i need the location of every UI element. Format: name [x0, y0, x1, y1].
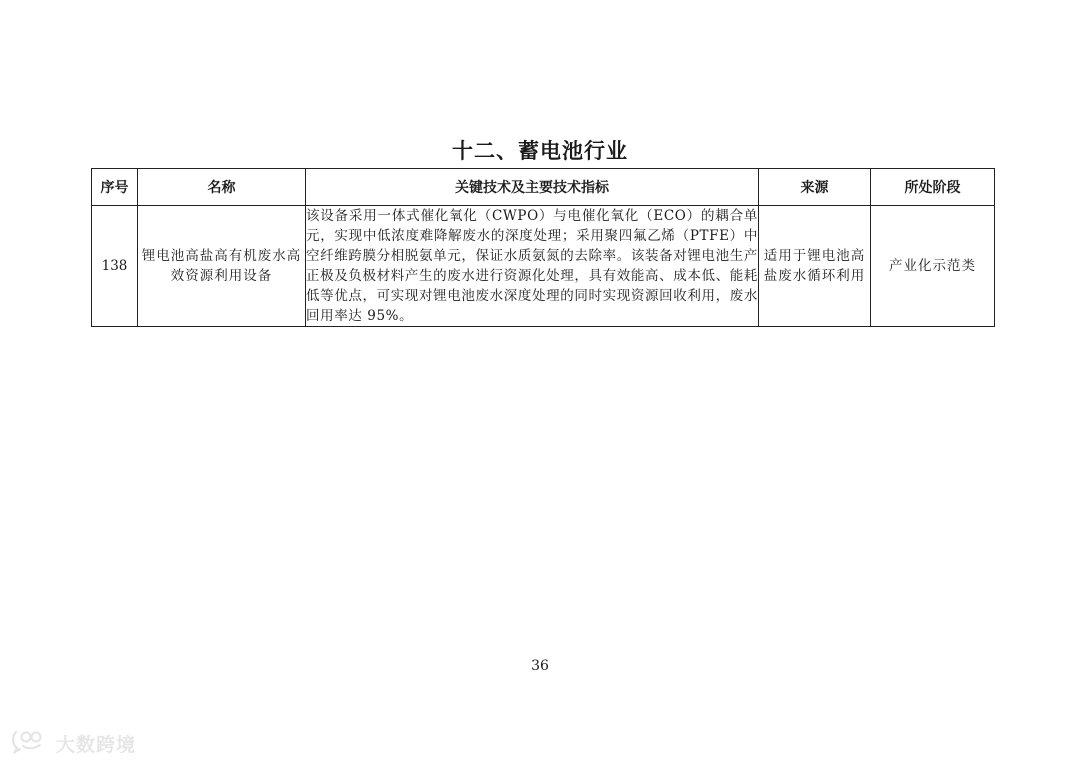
header-tech: 关键技术及主要技术指标: [306, 169, 759, 206]
watermark: [10, 728, 136, 758]
page-number: 36: [531, 658, 549, 674]
cell-stage: 产业化示范类: [871, 206, 995, 327]
header-stage: 所处阶段: [871, 169, 995, 206]
header-source: 来源: [759, 169, 871, 206]
header-seq: 序号: [92, 169, 138, 206]
header-name: 名称: [138, 169, 306, 206]
section-title: 十二、蓄电池行业: [452, 139, 628, 163]
cell-source: 适用于锂电池高盐废水循环利用: [759, 206, 871, 327]
cell-seq: 138: [92, 206, 138, 327]
cell-tech: 该设备采用一体式催化氧化（CWPO）与电催化氧化（ECO）的耦合单元，实现中低浓度难降解废水的深度处理；采用聚四氟乙烯（PTFE）中空纤维跨膜分相脱氨单元，保证水质氨氮的去除率。该装备对锂电池生产正极及负极材料产生的废水进行资源化处理，具有效能高、成本低、能耗低等优点，可实现对锂电池废水深度处理的同时实现资源回收利用，废水回用率达 95%。: [306, 206, 759, 327]
watermark-text: 大数跨境: [56, 733, 137, 756]
cell-name: 锂电池高盐高有机废水高效资源利用设备: [138, 206, 306, 327]
equipment-table: [91, 168, 995, 327]
table-row: [92, 206, 995, 327]
chat-bubble-logo-icon: [10, 728, 50, 758]
table-header-row: [92, 169, 995, 206]
